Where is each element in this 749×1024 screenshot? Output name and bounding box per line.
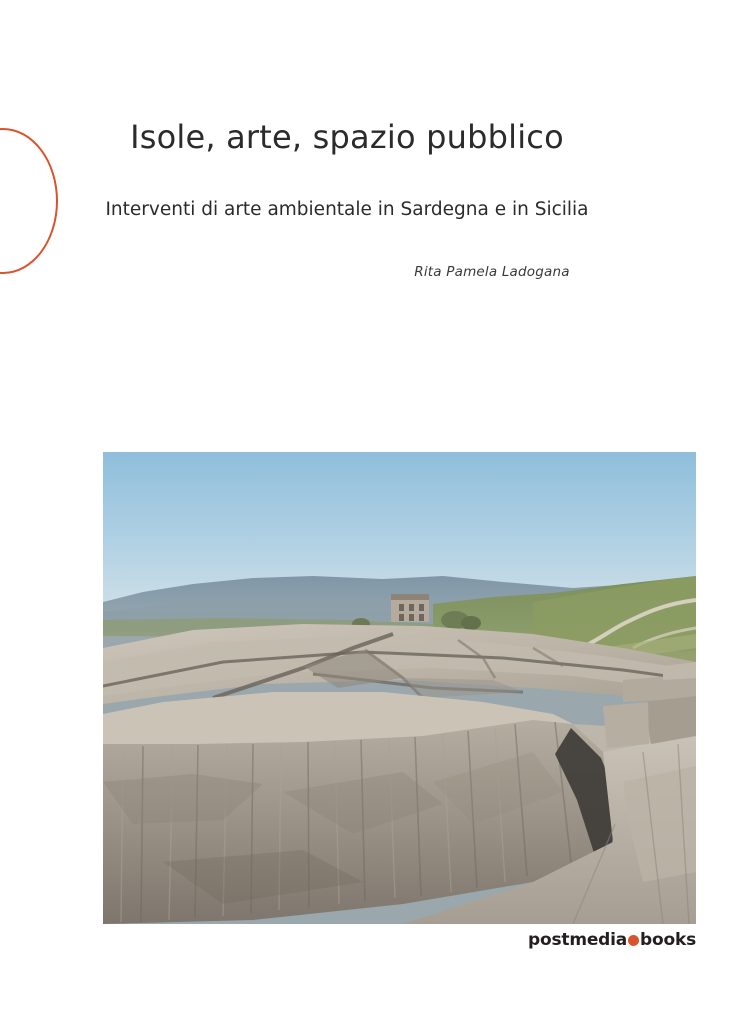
title-block — [0, 118, 694, 280]
publisher-name-part1: postmedia — [528, 930, 628, 950]
page-title: Isole, arte, spazio pubblico — [130, 118, 564, 156]
author-name: Rita Pamela Ladogana — [414, 264, 570, 281]
publisher-dot-icon — [628, 935, 639, 946]
cover-photograph — [103, 452, 696, 924]
publisher-logo — [528, 930, 696, 950]
page-subtitle: Interventi di arte ambientale in Sardegna e in Sicilia — [105, 199, 589, 221]
publisher-name-part2: books — [640, 930, 696, 950]
